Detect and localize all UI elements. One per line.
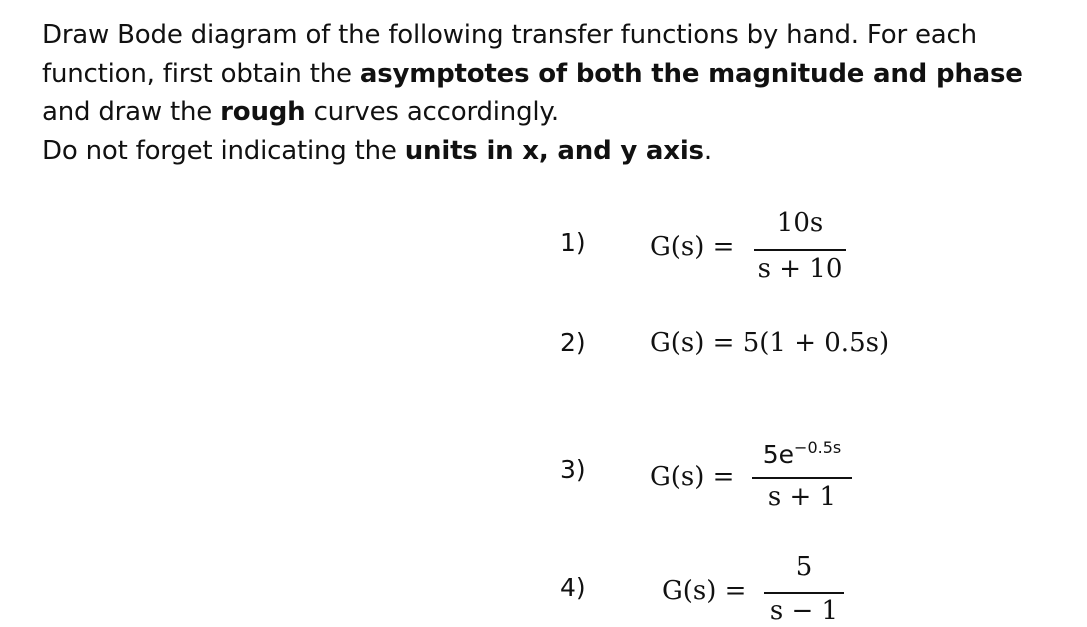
- instruction-bold-text: rough: [220, 97, 306, 127]
- problem-number-4: 4): [560, 573, 586, 602]
- problem-number-3: 3): [560, 455, 586, 484]
- denominator-4: s − 1: [769, 596, 839, 626]
- denominator-1: s + 10: [757, 254, 843, 284]
- instructions: [42, 16, 1052, 170]
- instruction-bold-text: asymptotes of both the magnitude and phase: [359, 58, 1023, 89]
- equation-lhs-3: G(s) =: [650, 462, 735, 492]
- numerator-3: [752, 438, 852, 469]
- instruction-line-2: [42, 55, 1052, 94]
- problem-number-1: 1): [560, 228, 586, 257]
- numerator-base-3: 5e: [762, 440, 795, 469]
- instruction-text: Draw Bode diagram of the following transfer functions by hand. For each: [42, 20, 977, 50]
- instruction-line-3: [42, 93, 1052, 132]
- fraction-3: [752, 430, 852, 520]
- instruction-text: curves accordingly.: [305, 97, 559, 127]
- instruction-text: function, first obtain the: [42, 58, 360, 89]
- fraction-4: [764, 550, 844, 627]
- instruction-line-1: [42, 16, 1052, 55]
- denominator-3: s + 1: [767, 482, 837, 512]
- instruction-text: Do not forget indicating the: [42, 135, 405, 166]
- equation-lhs-4: G(s) =: [662, 576, 747, 606]
- fraction-bar-4: [764, 592, 844, 594]
- numerator-1: 10s: [776, 208, 824, 238]
- equation-2: G(s) = 5(1 + 0.5s): [650, 328, 890, 358]
- numerator-exponent-3: −0.5s: [794, 438, 842, 457]
- instruction-bold-text: units in x, and y axis: [404, 135, 704, 166]
- equation-lhs-1: G(s) =: [650, 232, 735, 262]
- problem-number-2: 2): [560, 328, 586, 357]
- instruction-text: and draw the: [42, 97, 221, 127]
- numerator-4: 5: [795, 552, 813, 582]
- fraction-1: [754, 204, 846, 294]
- fraction-bar-1: [754, 249, 846, 251]
- fraction-bar-3: [752, 477, 852, 479]
- instruction-line-4: [42, 132, 1052, 171]
- instruction-text: .: [703, 135, 712, 166]
